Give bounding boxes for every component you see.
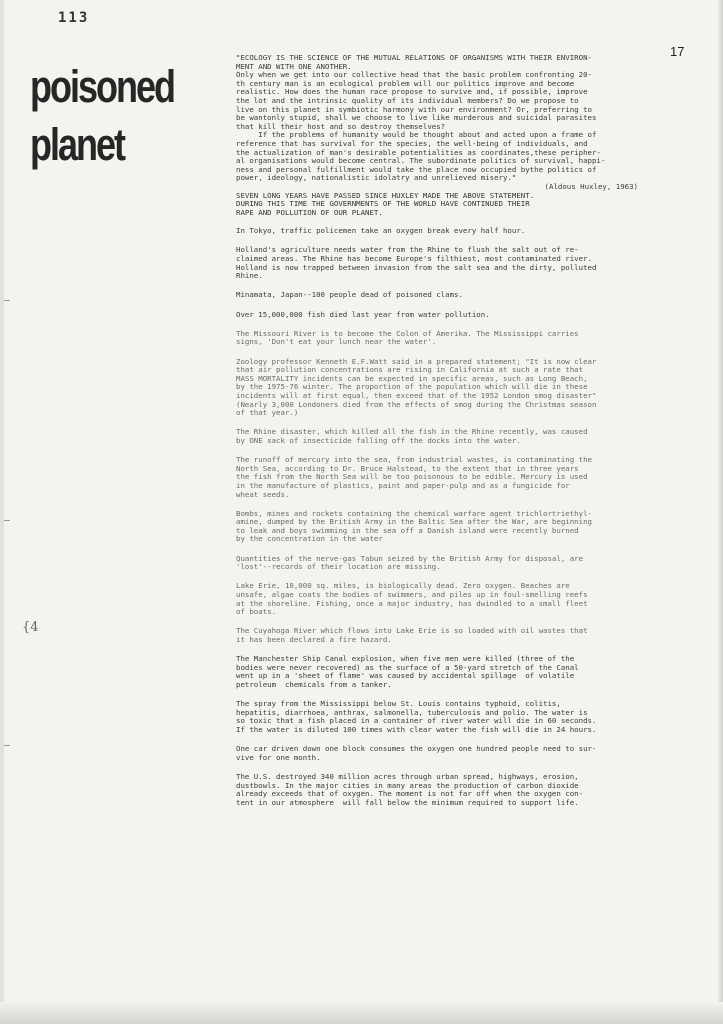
fact-line: in the manufacture of plastics, paint and paper-pulp and as a fungicide for (236, 480, 570, 490)
quote-line: If the problems of humanity would be thought about and acted upon a frame of (236, 130, 597, 140)
quote-line: the actualization of man's desirable potentialities as coordinates,these peripher- (236, 147, 601, 157)
fact-line: amine, dumped by the British Army in the Baltic Sea after the War, are beginning (236, 517, 592, 527)
fact-line: by the 1975-76 winter. The proportion of the population which will die in these (236, 382, 588, 392)
quote-line: live on this planet in symbiotic harmony with our environment? Or, preferring to (236, 104, 592, 114)
fact-line: The Missouri River is to become the Colon of Amerika. The Mississippi carries (236, 328, 579, 338)
title-line: planet (30, 119, 125, 170)
fact-line: claimed areas. The Rhine has become Europe's filthiest, most contaminated river. (236, 254, 592, 264)
fact-paragraph (236, 510, 666, 544)
quote-attribution: (Aldous Huxley, 1963) (544, 181, 638, 191)
fact-line: 'lost'--records of their location are missing. (236, 562, 441, 572)
fact-line: petroleum chemicals from a tanker. (236, 679, 392, 689)
fact-line: Quantities of the nerve-gas Tabun seized by the British Army for disposal, are (236, 553, 584, 563)
fact-line: Lake Erie, 10,000 sq. miles, is biologically dead. Zero oxygen. Beaches are (236, 581, 570, 591)
huxley-quote (236, 54, 666, 183)
fact-paragraph (236, 311, 666, 320)
quote-line: realistic. How does the human race propose to survive and, if possible, improve (236, 87, 588, 97)
quote-line: al organisations would become central. The subordinate politics of survival, happi- (236, 156, 606, 166)
fact-line: already exceeds that of oxygen. The moment is not far off when the oxygen con- (236, 789, 584, 799)
fact-line: (Nearly 3,000 Londoners died from the effects of smog during the Christmas season (236, 399, 597, 409)
fact-line: went up in a 'sheet of flame' was caused by accidental spillage of volatile (236, 671, 575, 681)
fact-line: incidents will at first equal, then exceed that of the 1952 London smog disaster" (236, 390, 597, 400)
quote-line: that kill their host and so destroy themselves? (236, 121, 446, 131)
fact-line: Minamata, Japan--100 people dead of poisoned clams. (236, 290, 463, 300)
pollution-facts-list (236, 227, 666, 807)
fact-paragraph (236, 246, 666, 280)
fact-line: Rhine. (236, 271, 263, 281)
fact-paragraph (236, 627, 666, 644)
fact-paragraph (236, 700, 666, 734)
fact-paragraph (236, 745, 666, 762)
quote-line: the lot and the intrinsic quality of its individual members? Do we propose to (236, 95, 579, 105)
title-line: poisoned (30, 61, 174, 112)
fact-line: If the water is diluted 100 times with clear water the fish will die in 24 hours. (236, 724, 597, 734)
fact-paragraph (236, 655, 666, 689)
fact-line: wheat seeds. (236, 489, 290, 499)
fact-line: of that year.) (236, 408, 299, 418)
fact-line: In Tokyo, traffic policemen take an oxygen break every half hour. (236, 226, 526, 236)
banner-line: SEVEN LONG YEARS HAVE PASSED SINCE HUXLEY MADE THE ABOVE STATEMENT. (236, 190, 535, 200)
fact-line: Holland is now trapped between invasion from the salt sea and the dirty, polluted (236, 262, 597, 272)
fact-line: signs, 'Don't eat your lunch near the water'. (236, 337, 437, 347)
fact-line: unsafe, algae coats the bodies of swimmers, and piles up in foul-smelling reefs (236, 590, 588, 600)
fact-line: bodies were never recovered) as the surface of a 50-yard stretch of the Canal (236, 662, 579, 672)
fact-line: to leak and boys swimming in the sea off a Danish island were recently burned (236, 525, 579, 535)
fact-line: Over 15,000,000 fish died last year from water pollution. (236, 309, 490, 319)
page-bottom-edge (0, 1002, 723, 1024)
fact-line: by the concentration in the water (236, 534, 383, 544)
fact-line: so toxic that a fish placed in a container of river water will die in 60 seconds. (236, 716, 597, 726)
page-number-left: 113 (58, 10, 90, 26)
article-body (236, 54, 666, 818)
statement-banner (236, 192, 666, 218)
fact-paragraph (236, 456, 666, 499)
margin-tick (4, 300, 10, 301)
fact-line: it has been declared a fire hazard. (236, 635, 392, 644)
fact-paragraph (236, 330, 666, 347)
fact-line: The U.S. destroyed 340 million acres through urban spread, highways, erosion, (236, 771, 579, 781)
fact-paragraph (236, 428, 666, 445)
fact-paragraph (236, 227, 666, 236)
fact-line: The Rhine disaster, which killed all the fish in the Rhine recently, was caused (236, 427, 588, 437)
fact-line: that air pollution concentrations are rising in California at such a rate that (236, 365, 584, 375)
fact-line: dustbowls. In the major cities in many areas the production of carbon dioxide (236, 780, 579, 790)
fact-line: Bombs, mines and rockets containing the chemical warfare agent trichlortriethyl- (236, 508, 592, 518)
margin-tick (4, 520, 10, 521)
margin-tick (4, 745, 10, 746)
quote-line: th century man is an ecological problem will our politics improve and become (236, 78, 575, 88)
quote-line: be wantonly stupid, shall we choose to live like murderous and suicidal parasites (236, 113, 597, 123)
quote-line: MENT AND WITH ONE ANOTHER. (236, 61, 352, 71)
quote-line: power, ideology, nationalistic idolatry and unrelieved misery." (236, 173, 517, 183)
fact-line: The spray from the Mississippi below St. Louis contains typhoid, colitis, (236, 699, 561, 709)
fact-line: One car driven down one block consumes the oxygen one hundred people need to sur- (236, 744, 597, 754)
fact-line: by ONE sack of insecticide falling off the docks into the water. (236, 435, 521, 445)
fact-line: the fish from the North Sea will be too poisonous to be edible. Mercury is used (236, 472, 588, 482)
fact-line: North Sea, according to Dr. Bruce Halstead, to the extent that in three years (236, 463, 579, 473)
fact-paragraph (236, 291, 666, 300)
fact-line: tent in our atmosphere will fall below the minimum required to support life. (236, 797, 579, 807)
fact-line: Holland's agriculture needs water from the Rhine to flush the salt out of re- (236, 245, 579, 255)
fact-paragraph (236, 582, 666, 616)
fact-paragraph (236, 555, 666, 572)
fact-line: The Cuyahoga River which flows into Lake Erie is so loaded with oil wastes that (236, 626, 588, 636)
fact-line: MASS MORTALITY incidents can be expected in specific areas, such as Long Beach, (236, 373, 588, 383)
fact-line: vive for one month. (236, 752, 321, 762)
page-number-right: 17 (670, 44, 685, 59)
page-title (30, 58, 174, 174)
page-left-edge (0, 0, 4, 1024)
fact-line: at the shoreline. Fishing, once a major industry, has dwindled to a small fleet (236, 598, 588, 608)
banner-line: RAPE AND POLLUTION OF OUR PLANET. (236, 207, 383, 217)
quote-line: "ECOLOGY IS THE SCIENCE OF THE MUTUAL RELATIONS OF ORGANISMS WITH THEIR ENVIRON- (236, 53, 592, 62)
handwritten-margin-mark: {4 (22, 620, 39, 635)
quote-line: reference that has survival for the species, the well-being of individuals, and (236, 138, 588, 148)
fact-paragraph (236, 773, 666, 807)
fact-line: The runoff of mercury into the sea, from industrial wastes, is contaminating the (236, 455, 592, 465)
quote-line: ness and personal fulfillment would take the place now occupied bythe politics of (236, 164, 597, 174)
fact-line: The Manchester Ship Canal explosion, when five men were killed (three of the (236, 654, 575, 664)
banner-line: DURING THIS TIME THE GOVERNMENTS OF THE WORLD HAVE CONTINUED THEIR (236, 199, 530, 209)
page-right-edge (717, 0, 723, 1024)
fact-line: of boats. (236, 607, 277, 617)
fact-paragraph (236, 358, 666, 418)
fact-line: Zoology professor Kenneth E.F.Watt said in a prepared statement; "It is now clear (236, 356, 597, 366)
fact-line: hepatitis, diarrhoea, anthrax, salmonella, tuberculosis and polio. The water is (236, 707, 588, 717)
quote-line: Only when we get into our collective head that the basic problem confronting 20- (236, 70, 592, 80)
